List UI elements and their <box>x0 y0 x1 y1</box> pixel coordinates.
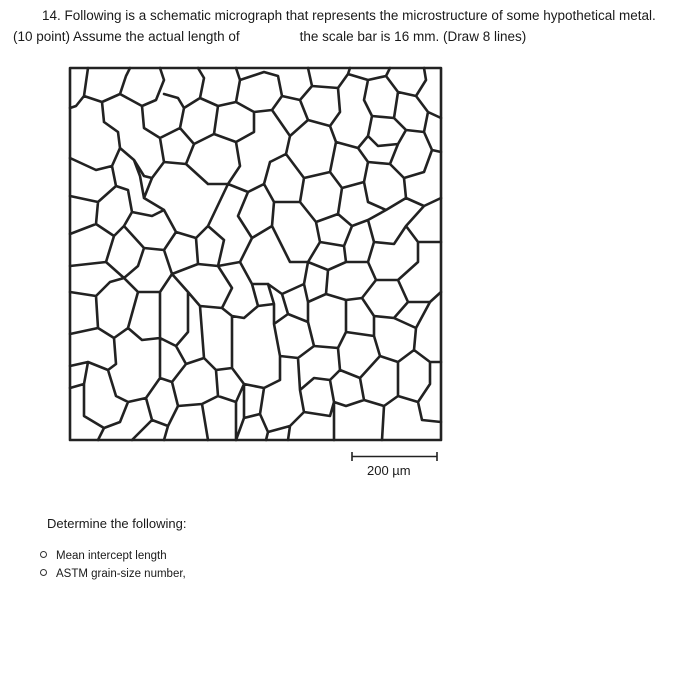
scale-bar <box>350 450 440 462</box>
task-label: Mean intercept length <box>56 550 167 562</box>
list-item <box>40 547 186 565</box>
question-text-part2: the scale bar is 16 mm. (Draw 8 lines) <box>299 29 527 44</box>
question-text-line1: 14. Following is a schematic micrograph that represents the microstructure of some hypothetical metal. <box>42 8 656 23</box>
bullet-icon <box>40 569 47 576</box>
task-label: ASTM grain-size number, <box>56 568 186 580</box>
scale-bar-label: 200 µm <box>367 463 411 478</box>
grain-micrograph <box>68 66 443 442</box>
grain-boundaries <box>70 68 441 440</box>
task-list <box>40 547 186 583</box>
question-text-part1: (10 point) Assume the actual length of <box>13 29 240 44</box>
bullet-icon <box>40 551 47 558</box>
micrograph-frame <box>70 68 441 440</box>
list-item <box>40 565 186 583</box>
instructions-heading: Determine the following: <box>47 516 187 531</box>
question-text-line2 <box>13 29 526 44</box>
